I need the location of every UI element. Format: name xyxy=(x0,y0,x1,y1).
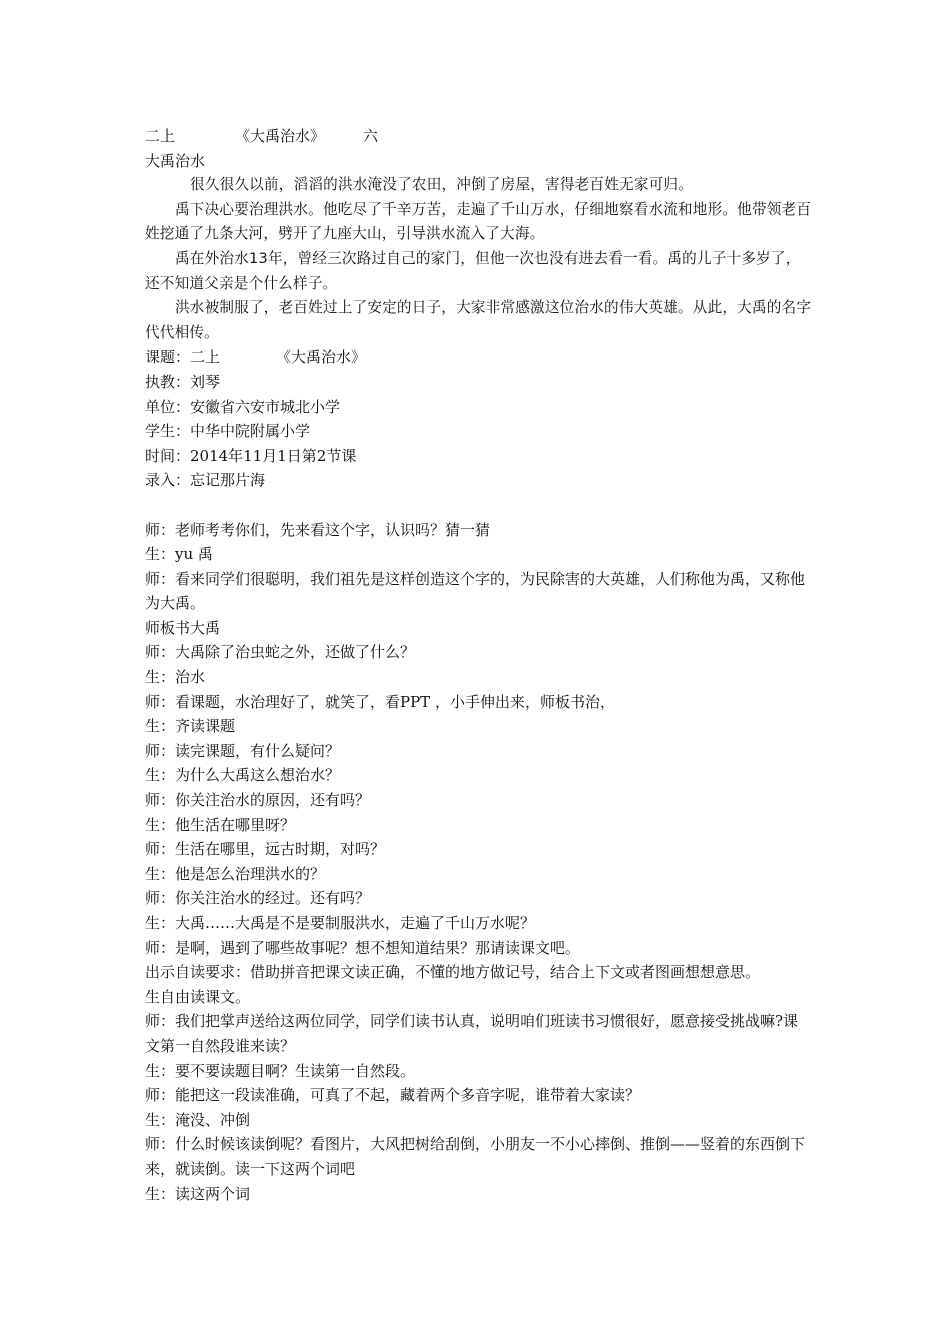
dialogue-line: 师：我们把掌声送给这两位同学，同学们读书认真，说明咱们班读书习惯很好，愿意接受挑战嘛?课文第一自然段谁来读？ xyxy=(145,1012,799,1055)
dialogue-transcript xyxy=(145,518,813,1207)
meta-recorder: 录入：忘记那片海 xyxy=(145,471,266,490)
header-title: 《大禹治水》 xyxy=(235,127,326,145)
header-grade: 二上 xyxy=(145,127,176,145)
dialogue-line: 出示自读要求：借助拼音把课文读正确，不懂的地方做记号，结合上下文或者图画想想意思。 xyxy=(145,963,761,982)
dialogue-line: 生：淹没、冲倒 xyxy=(145,1110,251,1129)
dialogue-line: 生：为什么大禹这么想治水？ xyxy=(145,766,341,785)
story-paragraph: 禹在外治水13年，曾经三次路过自己的家门，但他一次也没有进去看一看。禹的儿子十多岁了，还不知道父亲是个什么样子。 xyxy=(145,249,801,292)
dialogue-line: 师：老师考考你们，先来看这个字，认识吗？猜一猜 xyxy=(145,520,491,539)
meta-teacher: 执教：刘琴 xyxy=(145,372,221,391)
dialogue-line: 生：他是怎么治理洪水的？ xyxy=(145,864,326,883)
header-number: 六 xyxy=(363,127,379,145)
dialogue-line: 生：齐读课题 xyxy=(145,717,236,736)
dialogue-line: 师：大禹除了治虫蛇之外，还做了什么？ xyxy=(145,643,416,662)
meta-course-grade: 二上 xyxy=(190,348,221,367)
dialogue-line: 师：什么时候该读倒呢？看图片，大风把树给刮倒，小朋友一不小心摔倒、推倒——竖着的东西倒下来，就读倒。读一下这两个词吧 xyxy=(145,1135,806,1178)
dialogue-line: 生：他生活在哪里呀？ xyxy=(145,815,296,834)
dialogue-line: 师：看课题，水治理好了，就笑了，看PPT ，小手伸出来，师板书治， xyxy=(145,692,615,711)
dialogue-line: 生：要不要读题目啊？生读第一自然段。 xyxy=(145,1061,416,1080)
document-page xyxy=(145,124,813,1206)
blank-line xyxy=(145,493,813,518)
dialogue-line: 师：生活在哪里，远古时期，对吗？ xyxy=(145,840,386,859)
dialogue-line: 生：大禹……大禹是不是要制服洪水，走遍了千山万水呢？ xyxy=(145,914,536,932)
document-header xyxy=(145,124,813,149)
dialogue-line: 师：你关注治水的经过。还有吗？ xyxy=(145,889,371,908)
meta-unit: 单位：安徽省六安市城北小学 xyxy=(145,397,341,416)
story-paragraph: 很久很久以前，滔滔的洪水淹没了农田，冲倒了房屋，害得老百姓无家可归。 xyxy=(190,176,693,194)
dialogue-line: 生自由读课文。 xyxy=(145,987,251,1006)
meta-time: 时间：2014年11月1日第2节课 xyxy=(145,446,357,465)
dialogue-line: 师：你关注治水的原因，还有吗？ xyxy=(145,791,371,810)
story-paragraph: 禹下决心要治理洪水。他吃尽了千辛万苦，走遍了千山万水，仔细地察看水流和地形。他带领老百姓挖通了九条大河，劈开了九座大山，引导洪水流入了大海。 xyxy=(145,200,812,243)
story-text xyxy=(145,173,813,345)
dialogue-line: 师板书大禹 xyxy=(145,618,221,637)
dialogue-line: 生：治水 xyxy=(145,668,206,687)
meta-course xyxy=(145,345,813,370)
dialogue-line: 师：读完课题，有什么疑问？ xyxy=(145,741,341,760)
dialogue-line: 生：读这两个词 xyxy=(145,1184,251,1203)
story-title: 大禹治水 xyxy=(145,151,206,170)
dialogue-line: 生：yu 禹 xyxy=(145,545,213,564)
meta-students: 学生：中华中院附属小学 xyxy=(145,422,311,441)
meta-course-title: 《大禹治水》 xyxy=(276,348,367,367)
story-paragraph: 洪水被制服了，老百姓过上了安定的日子，大家非常感激这位治水的伟大英雄。从此，大禹的名字代代相传。 xyxy=(145,299,812,341)
dialogue-line: 师：能把这一段读准确，可真了不起，藏着两个多音字呢，谁带着大家读？ xyxy=(145,1086,641,1105)
dialogue-line: 师：是啊，遇到了哪些故事呢？想不想知道结果？那请读课文吧。 xyxy=(145,938,581,957)
meta-course-label: 课题： xyxy=(145,348,191,367)
dialogue-line: 师：看来同学们很聪明，我们祖先是这样创造这个字的，为民除害的大英雄，人们称他为禹，又称他为大禹。 xyxy=(145,569,806,613)
